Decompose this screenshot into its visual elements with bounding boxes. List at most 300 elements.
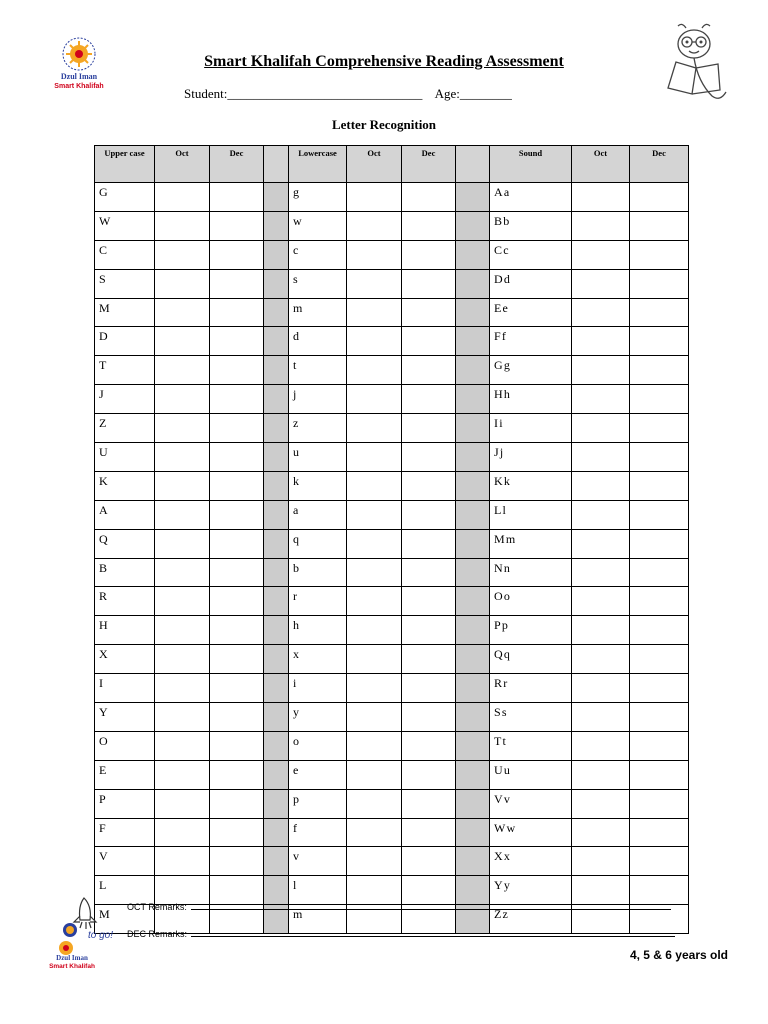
table-row [95, 703, 689, 732]
score-cell[interactable] [402, 414, 456, 443]
sound-cell: Aa [490, 183, 572, 212]
oct-remarks-row [127, 902, 671, 912]
table-row [95, 789, 689, 818]
divider-cell [264, 500, 289, 529]
col-header: Dec [402, 146, 456, 183]
table-row [95, 414, 689, 443]
score-cell[interactable] [155, 211, 210, 240]
score-cell[interactable] [155, 240, 210, 269]
letter-cell: Q [95, 529, 155, 558]
sound-cell: Xx [490, 847, 572, 876]
table-row [95, 818, 689, 847]
logo-brand-top: Dzul Iman [60, 72, 98, 81]
score-cell[interactable] [347, 298, 402, 327]
score-cell[interactable] [347, 558, 402, 587]
letter-cell: j [289, 385, 347, 414]
divider-cell [456, 587, 490, 616]
divider-cell [264, 356, 289, 385]
score-cell[interactable] [347, 789, 402, 818]
divider-cell [456, 385, 490, 414]
score-cell[interactable] [630, 674, 689, 703]
score-cell[interactable] [572, 211, 630, 240]
letter-cell: y [289, 703, 347, 732]
divider-cell [456, 847, 490, 876]
letter-cell: F [95, 818, 155, 847]
score-cell[interactable] [630, 471, 689, 500]
score-cell[interactable] [347, 414, 402, 443]
score-cell[interactable] [155, 731, 210, 760]
score-cell[interactable] [210, 327, 264, 356]
score-cell[interactable] [402, 356, 456, 385]
score-cell[interactable] [210, 240, 264, 269]
col-header: Upper case [95, 146, 155, 183]
sound-cell: Oo [490, 587, 572, 616]
score-cell[interactable] [630, 443, 689, 472]
score-cell[interactable] [347, 211, 402, 240]
score-cell[interactable] [347, 616, 402, 645]
sound-cell: Jj [490, 443, 572, 472]
score-cell[interactable] [402, 587, 456, 616]
score-cell[interactable] [402, 789, 456, 818]
letter-cell: h [289, 616, 347, 645]
score-cell[interactable] [155, 443, 210, 472]
divider-header [264, 146, 289, 183]
score-cell[interactable] [155, 471, 210, 500]
divider-cell [264, 616, 289, 645]
score-cell[interactable] [210, 818, 264, 847]
letter-cell: M [95, 298, 155, 327]
score-cell[interactable] [210, 645, 264, 674]
table-row [95, 616, 689, 645]
score-cell[interactable] [402, 385, 456, 414]
letter-recognition-table [94, 145, 689, 934]
score-cell[interactable] [210, 269, 264, 298]
score-cell[interactable] [630, 731, 689, 760]
score-cell[interactable] [155, 183, 210, 212]
divider-cell [456, 327, 490, 356]
letter-cell: X [95, 645, 155, 674]
score-cell[interactable] [572, 674, 630, 703]
score-cell[interactable] [347, 703, 402, 732]
score-cell[interactable] [155, 703, 210, 732]
score-cell[interactable] [210, 298, 264, 327]
table-row [95, 385, 689, 414]
score-cell[interactable] [630, 327, 689, 356]
score-cell[interactable] [630, 211, 689, 240]
score-cell[interactable] [210, 414, 264, 443]
score-cell[interactable] [155, 789, 210, 818]
score-cell[interactable] [402, 500, 456, 529]
score-cell[interactable] [155, 385, 210, 414]
score-cell[interactable] [210, 211, 264, 240]
divider-cell [456, 674, 490, 703]
letter-cell: c [289, 240, 347, 269]
score-cell[interactable] [155, 876, 210, 905]
score-cell[interactable] [210, 529, 264, 558]
score-cell[interactable] [630, 385, 689, 414]
col-header: Lowercase [289, 146, 347, 183]
score-cell[interactable] [572, 327, 630, 356]
score-cell[interactable] [347, 443, 402, 472]
score-cell[interactable] [630, 269, 689, 298]
divider-cell [456, 876, 490, 905]
score-cell[interactable] [402, 183, 456, 212]
divider-cell [264, 587, 289, 616]
score-cell[interactable] [402, 760, 456, 789]
sound-cell: Kk [490, 471, 572, 500]
score-cell[interactable] [572, 356, 630, 385]
score-cell[interactable] [572, 183, 630, 212]
sound-cell: Hh [490, 385, 572, 414]
table-row [95, 443, 689, 472]
score-cell[interactable] [572, 414, 630, 443]
sound-cell: Rr [490, 674, 572, 703]
score-cell[interactable] [402, 847, 456, 876]
table-row [95, 760, 689, 789]
divider-cell [264, 847, 289, 876]
score-cell[interactable] [210, 674, 264, 703]
bottom-logo-brand-bottom: Smart Khalifah [49, 963, 95, 970]
divider-cell [456, 703, 490, 732]
page-title: Smart Khalifah Comprehensive Reading Assessment [204, 53, 564, 70]
score-cell[interactable] [155, 298, 210, 327]
score-cell[interactable] [572, 731, 630, 760]
score-cell[interactable] [402, 876, 456, 905]
score-cell[interactable] [402, 645, 456, 674]
score-cell[interactable] [347, 385, 402, 414]
letter-cell: i [289, 674, 347, 703]
letter-cell: l [289, 876, 347, 905]
letter-cell: f [289, 818, 347, 847]
score-cell[interactable] [210, 500, 264, 529]
score-cell[interactable] [402, 269, 456, 298]
letter-cell: P [95, 789, 155, 818]
score-cell[interactable] [630, 876, 689, 905]
age-field[interactable]: ________ [459, 86, 512, 101]
sound-cell: Nn [490, 558, 572, 587]
letter-cell: M [95, 905, 155, 934]
divider-cell [456, 298, 490, 327]
score-cell[interactable] [210, 385, 264, 414]
divider-cell [456, 414, 490, 443]
rocket-icon [74, 898, 96, 929]
divider-cell [456, 471, 490, 500]
score-cell[interactable] [572, 645, 630, 674]
score-cell[interactable] [630, 847, 689, 876]
table-body [95, 183, 689, 934]
sound-cell: Ww [490, 818, 572, 847]
table-row [95, 356, 689, 385]
divider-cell [456, 211, 490, 240]
letter-cell: S [95, 269, 155, 298]
score-cell[interactable] [210, 356, 264, 385]
score-cell[interactable] [155, 356, 210, 385]
score-cell[interactable] [155, 414, 210, 443]
score-cell[interactable] [402, 674, 456, 703]
letter-cell: I [95, 674, 155, 703]
divider-cell [264, 558, 289, 587]
divider-cell [456, 616, 490, 645]
score-cell[interactable] [155, 269, 210, 298]
divider-cell [264, 240, 289, 269]
score-cell[interactable] [572, 818, 630, 847]
score-cell[interactable] [402, 616, 456, 645]
logo-brand-bottom: Smart Khalifah [54, 83, 104, 90]
score-cell[interactable] [347, 760, 402, 789]
sound-cell: Zz [490, 905, 572, 934]
divider-cell [264, 674, 289, 703]
divider-cell [456, 731, 490, 760]
score-cell[interactable] [155, 674, 210, 703]
score-cell[interactable] [630, 298, 689, 327]
score-cell[interactable] [347, 327, 402, 356]
sound-cell: Yy [490, 876, 572, 905]
score-cell[interactable] [630, 529, 689, 558]
score-cell[interactable] [402, 298, 456, 327]
letter-cell: E [95, 760, 155, 789]
divider-cell [456, 356, 490, 385]
score-cell[interactable] [572, 240, 630, 269]
student-field[interactable]: ______________________________ [227, 86, 423, 101]
score-cell[interactable] [572, 500, 630, 529]
divider-cell [264, 414, 289, 443]
sound-cell: Uu [490, 760, 572, 789]
divider-cell [264, 385, 289, 414]
score-cell[interactable] [347, 471, 402, 500]
score-cell[interactable] [155, 616, 210, 645]
score-cell[interactable] [402, 211, 456, 240]
score-cell[interactable] [630, 587, 689, 616]
sound-cell: Pp [490, 616, 572, 645]
score-cell[interactable] [572, 529, 630, 558]
score-cell[interactable] [630, 645, 689, 674]
divider-cell [456, 789, 490, 818]
score-cell[interactable] [210, 731, 264, 760]
score-cell[interactable] [630, 703, 689, 732]
letter-cell: d [289, 327, 347, 356]
score-cell[interactable] [402, 731, 456, 760]
divider-cell [264, 471, 289, 500]
sound-cell: Gg [490, 356, 572, 385]
score-cell[interactable] [630, 183, 689, 212]
divider-cell [264, 731, 289, 760]
sound-cell: Ii [490, 414, 572, 443]
score-cell[interactable] [630, 616, 689, 645]
score-cell[interactable] [572, 298, 630, 327]
score-cell[interactable] [347, 731, 402, 760]
score-cell[interactable] [630, 356, 689, 385]
score-cell[interactable] [347, 674, 402, 703]
score-cell[interactable] [572, 876, 630, 905]
score-cell[interactable] [572, 760, 630, 789]
table-row [95, 298, 689, 327]
age-label: Age: [434, 86, 460, 101]
divider-cell [456, 500, 490, 529]
divider-cell [264, 529, 289, 558]
rocket-logo [44, 896, 126, 972]
section-title: Letter Recognition [331, 117, 437, 132]
score-cell[interactable] [155, 529, 210, 558]
table-row [95, 645, 689, 674]
table-row [95, 529, 689, 558]
score-cell[interactable] [572, 385, 630, 414]
dec-remarks-field[interactable] [191, 929, 675, 937]
score-cell[interactable] [347, 529, 402, 558]
col-header: Dec [630, 146, 689, 183]
score-cell[interactable] [402, 529, 456, 558]
sound-cell: Tt [490, 731, 572, 760]
score-cell[interactable] [630, 789, 689, 818]
score-cell[interactable] [572, 443, 630, 472]
score-cell[interactable] [210, 703, 264, 732]
table-row [95, 674, 689, 703]
divider-cell [264, 760, 289, 789]
divider-cell [264, 183, 289, 212]
divider-cell [264, 645, 289, 674]
score-cell[interactable] [572, 703, 630, 732]
table-row [95, 211, 689, 240]
score-cell[interactable] [210, 616, 264, 645]
divider-cell [264, 211, 289, 240]
score-cell[interactable] [347, 847, 402, 876]
score-cell[interactable] [155, 760, 210, 789]
score-cell[interactable] [210, 443, 264, 472]
divider-cell [456, 183, 490, 212]
score-cell[interactable] [402, 558, 456, 587]
score-cell[interactable] [347, 183, 402, 212]
score-cell[interactable] [572, 616, 630, 645]
score-cell[interactable] [630, 818, 689, 847]
score-cell[interactable] [347, 876, 402, 905]
divider-cell [456, 558, 490, 587]
score-cell[interactable] [630, 240, 689, 269]
score-cell[interactable] [572, 558, 630, 587]
score-cell[interactable] [210, 847, 264, 876]
letter-cell: m [289, 298, 347, 327]
score-cell[interactable] [402, 240, 456, 269]
divider-cell [264, 269, 289, 298]
score-cell[interactable] [572, 269, 630, 298]
score-cell[interactable] [155, 587, 210, 616]
to-go-text: to go! [88, 930, 114, 941]
score-cell[interactable] [347, 356, 402, 385]
score-cell[interactable] [402, 818, 456, 847]
score-cell[interactable] [347, 269, 402, 298]
score-cell[interactable] [210, 587, 264, 616]
oct-remarks-field[interactable] [191, 902, 671, 910]
table-row [95, 558, 689, 587]
score-cell[interactable] [155, 818, 210, 847]
bottom-logo-brand-top: Dzul Iman [56, 954, 88, 962]
score-cell[interactable] [347, 645, 402, 674]
score-cell[interactable] [155, 645, 210, 674]
score-cell[interactable] [572, 789, 630, 818]
divider-cell [456, 818, 490, 847]
score-cell[interactable] [347, 240, 402, 269]
letter-cell: Z [95, 414, 155, 443]
sound-cell: Bb [490, 211, 572, 240]
sound-cell: Dd [490, 269, 572, 298]
divider-cell [456, 240, 490, 269]
letter-cell: L [95, 876, 155, 905]
letter-cell: r [289, 587, 347, 616]
letter-cell: G [95, 183, 155, 212]
dec-remarks-label: DEC Remarks: [127, 929, 188, 939]
score-cell[interactable] [572, 847, 630, 876]
divider-cell [456, 269, 490, 298]
letter-cell: J [95, 385, 155, 414]
letter-cell: Y [95, 703, 155, 732]
age-note: 4, 5 & 6 years old [629, 948, 728, 962]
letter-cell: w [289, 211, 347, 240]
score-cell[interactable] [630, 414, 689, 443]
table-header-row [95, 146, 689, 183]
score-cell[interactable] [402, 443, 456, 472]
letter-cell: K [95, 471, 155, 500]
divider-cell [456, 443, 490, 472]
table-row [95, 876, 689, 905]
sound-cell: Ll [490, 500, 572, 529]
score-cell[interactable] [210, 789, 264, 818]
letter-cell: R [95, 587, 155, 616]
table-row [95, 269, 689, 298]
score-cell[interactable] [155, 558, 210, 587]
score-cell[interactable] [155, 847, 210, 876]
score-cell[interactable] [155, 500, 210, 529]
table-row [95, 240, 689, 269]
sound-cell: Cc [490, 240, 572, 269]
sound-cell: Ee [490, 298, 572, 327]
table-row [95, 500, 689, 529]
score-cell[interactable] [347, 500, 402, 529]
score-cell[interactable] [155, 327, 210, 356]
score-cell[interactable] [630, 760, 689, 789]
score-cell[interactable] [402, 471, 456, 500]
oct-remarks-label: OCT Remarks: [127, 902, 187, 912]
divider-cell [264, 298, 289, 327]
score-cell[interactable] [402, 703, 456, 732]
score-cell[interactable] [347, 587, 402, 616]
score-cell[interactable] [210, 876, 264, 905]
score-cell[interactable] [630, 558, 689, 587]
score-cell[interactable] [402, 327, 456, 356]
divider-header [456, 146, 490, 183]
letter-cell: B [95, 558, 155, 587]
score-cell[interactable] [210, 183, 264, 212]
score-cell[interactable] [630, 500, 689, 529]
score-cell[interactable] [210, 471, 264, 500]
table-row [95, 471, 689, 500]
letter-cell: O [95, 731, 155, 760]
table-row [95, 183, 689, 212]
letter-cell: U [95, 443, 155, 472]
sound-cell: Ss [490, 703, 572, 732]
letter-cell: x [289, 645, 347, 674]
score-cell[interactable] [572, 471, 630, 500]
sound-cell: Mm [490, 529, 572, 558]
col-header: Oct [155, 146, 210, 183]
letter-cell: p [289, 789, 347, 818]
divider-cell [264, 327, 289, 356]
score-cell[interactable] [572, 587, 630, 616]
score-cell[interactable] [210, 760, 264, 789]
letter-cell: V [95, 847, 155, 876]
letter-cell: H [95, 616, 155, 645]
score-cell[interactable] [347, 818, 402, 847]
divider-cell [456, 760, 490, 789]
letter-cell: u [289, 443, 347, 472]
score-cell[interactable] [210, 558, 264, 587]
